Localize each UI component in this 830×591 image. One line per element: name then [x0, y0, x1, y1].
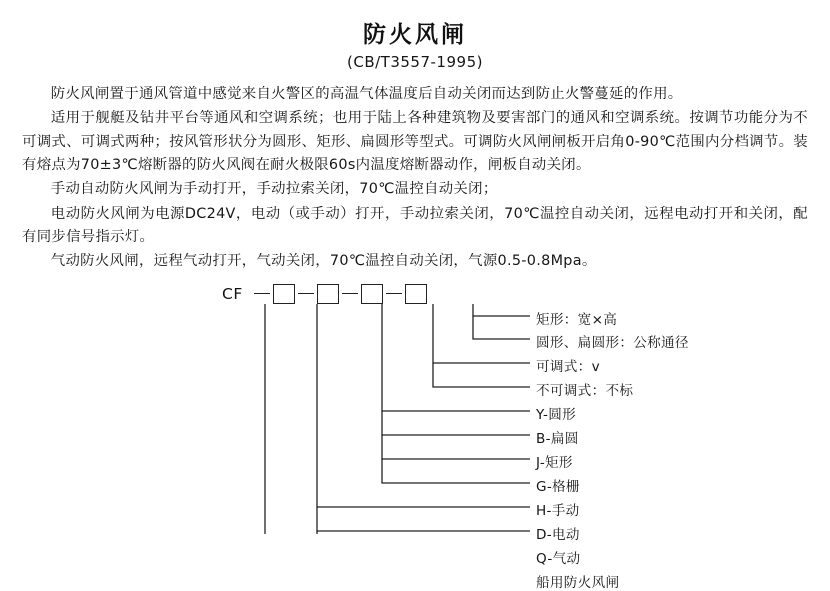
annotation-shape-rect: J-矩形	[536, 454, 573, 471]
annotation-round-diameter: 圆形、扁圆形：公称通径	[536, 334, 689, 351]
paragraph-3: 手动自动防火风闸为手动打开，手动拉索关闭，70℃温控自动关闭；	[50, 181, 498, 198]
paragraph-2: 适用于舰艇及钻井平台等通风和空调系统；也用于陆上各种建筑物及要害部门的通风和空调系统。按调节功能分为不可调式、可调式两种；按风管形状分为圆形、矩形、扁圆形等型式。可调防火风闸闸板开启角0-90℃范围内分档调节。装有熔点为70±3℃熔断器的防火风阀在耐火极限60s内温度熔断器动作，闸板自动关闭。	[22, 110, 808, 173]
leader-lines	[22, 284, 808, 534]
page-title: 防火风闸	[363, 22, 467, 48]
annotation-adjustable: 可调式：v	[536, 358, 600, 375]
annotation-shape-grille: G-格栅	[536, 478, 580, 495]
annotation-drive-pneumatic: Q-气动	[536, 550, 581, 567]
paragraph-4: 电动防火风闸为电源DC24V，电动（或手动）打开，手动拉索关闭，70℃温控自动关闭，远程电动打开和关闭，配有同步信号指示灯。	[22, 205, 808, 245]
annotation-product-name: 船用防火风闸	[536, 574, 620, 591]
code-prefix-label: CF	[222, 284, 243, 303]
paragraph-1: 防火风闸置于通风管道中感觉来自火警区的高温气体温度后自动关闭而达到防止火警蔓延的作用。	[50, 86, 683, 102]
annotation-shape-round: Y-圆形	[536, 406, 576, 423]
annotation-drive-electric: D-电动	[536, 526, 580, 543]
annotation-drive-manual: H-手动	[536, 502, 580, 519]
annotation-rect-size: 矩形：宽×高	[536, 311, 618, 328]
model-code-diagram	[22, 284, 808, 591]
annotation-non-adjustable: 不可调式：不标	[536, 382, 634, 399]
paragraph-5: 气动防火风闸，远程气动打开，气动关闭，70℃温控自动关闭，气源0.5-0.8Mpa。	[50, 253, 597, 270]
standard-code: (CB/T3557-1995)	[347, 53, 483, 71]
annotation-shape-flat-round: B-扁圆	[536, 430, 579, 447]
